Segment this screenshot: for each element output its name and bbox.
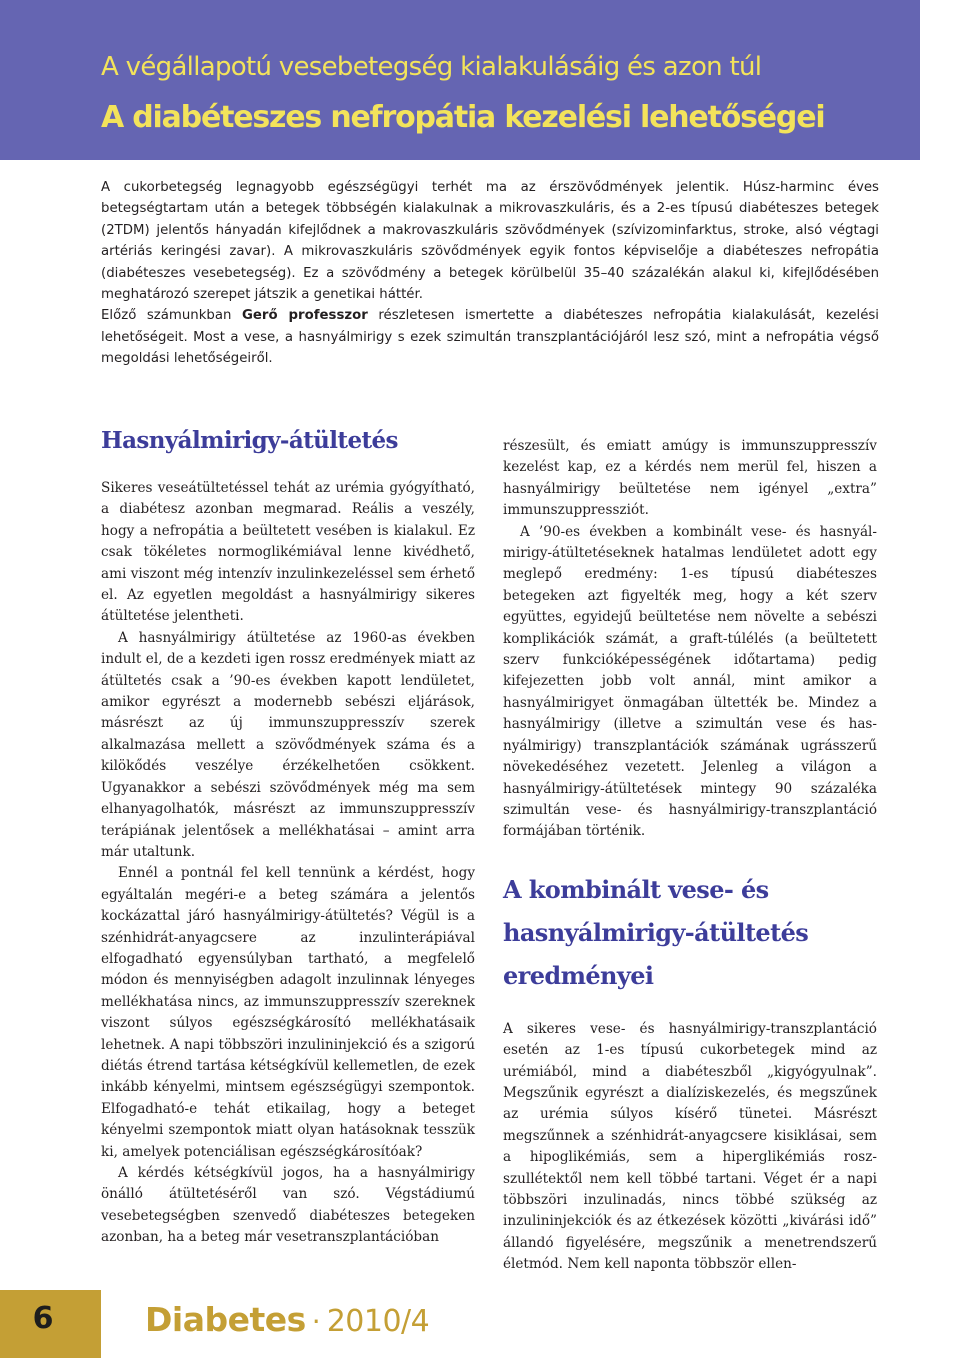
- body-paragraph: részesült, és emiatt amúgy is immunszuppresszív kezelést kap, ez a kérdés nem merül fel, hiszen a hasnyálmirigy beültetése nem igényel „extra” immunszuppressziót.: [503, 438, 877, 519]
- body-paragraph: Sikeres veseátültetéssel tehát az urémia gyógyítható, a diabétesz azonban megmarad. Reális a veszély, hogy a nefropátia a beültetett vesében is kialakul. Ez csak tökéletes normoglikémiával lenne kivédhető, ami viszont még intenzív inzulinkezeléssel sem érhető el. Az egyetlen megoldást a hasnyálmirigy sikeres átültetése jelentheti.: [101, 480, 475, 625]
- body-paragraph: A kérdés kétségkívül jogos, ha a hasnyálmirigy önálló átültetéséről van szó. Végstádiumú vesebetegségben szenvedő diabéteszes betegeken azonban, ha a beteg már vesetranszplantációban: [101, 1165, 475, 1246]
- page-number: 6: [32, 1301, 54, 1336]
- body-paragraph: A hasnyálmirigy átültetése az 1960-as években indult el, de a kezdeti igen rossz eredmények miatt az átültetés csak a ’90-es években kapott lendületet, amikor egyrészt a modernebb sebészi eljárások, másrészt az új immunszuppresszív szerek alkalmazása mellett a szövődmények száma és a kilökődés veszélye érzékelhetően csökkent. Ugyanakkor a sebészi szövődmények még ma sem elhanyagolhatók, másrészt az immunszuppresszív terápiának jelentősek a mellékhatásai – amint arra már utaltunk.: [101, 629, 475, 860]
- author-name: Gerő professzor: [241, 308, 368, 324]
- intro-paragraph: A cukorbetegség legnagyobb egészségügyi terhét ma az érszövődmények jelentik. Húsz-harminc éves betegségtartam után a betegek többségén kialakulnak a mikrovaszkuláris, és a 2-es típusú diabéteszes betegek (2TDM) jelentős hányadán kifejlődnek a makrovaszkuláris szövődmények (szívizominfarktus, stroke, alsó végtagi artériás keringési zavar). A mikrovaszkuláris szövődmények egyik fontos képviselője a diabéteszes nefropátia (diabéteszes vesebetegség). Ez a szövődmény a betegek körülbelül 35–40 százalékán alakul ki, kifejlődésében meghatározó szerepet játszik a genetikai háttér.: [101, 180, 879, 303]
- intro-section: [101, 177, 879, 370]
- body-paragraph: A ’90-es években a kombinált vese- és hasnyálmirigy-átültetéseknek hatalmas lendületet adott egy meglepő eredmény: 1-es típusú diabéteszes betegeken azt figyelték meg, hogy a két szerv együttes, egyidejű beültetése nem növelte a sebészi komplikációk számát, a graft-túlélés (a beültetett szerv funkcióképességének időtartama) pedig kifejezetten jobb volt annál, mint amikor a hasnyálmirigyet önmagában ültették be. Mindez a hasnyálmirigy (illetve a szimultán vese és hasnyálmirigy) transzplantációk számának ugrásszerű növekedéséhez vezetett. Jelenleg a világon a hasnyálmirigy-átültetések mintegy 90 százaléka szimultán vese- és hasnyálmirigy-transzplantáció formájában történik.: [503, 523, 877, 840]
- section-heading: Hasnyálmirigy-átültetés: [101, 427, 398, 454]
- journal-title: [145, 1300, 429, 1339]
- intro-text: részletesen ismertette a diabéteszes nefropátia kialakulását, kezelési lehetőségeit. Most a vese, a hasnyálmirigy s ezek szimultán transzplantációjáról lesz szó, mint a nefropátia végső megoldási lehetőségeiről.: [101, 308, 879, 367]
- page-header: [0, 0, 920, 160]
- header-subtitle: A diabéteszes nefropátia kezelési lehetőségei: [101, 100, 825, 135]
- intro-text: Előző számunkban: [101, 308, 242, 324]
- separator-dot: ·: [311, 1305, 321, 1338]
- body-paragraph: Ennél a pontnál fel kell tennünk a kérdést, hogy egyáltalán megéri-e a beteg számára a jelentős kockázattal járó hasnyálmirigy-átültetés? Végül is a szénhidrát-anyagcsere az inzulinterápiával elfogadható egyensúlyban tartható, a megfelelő módon és mennyiségben adagolt inzulinnak lényeges mellékhatása nincs, az immunszuppresszív szereknek viszont súlyos egészségkárosító mellékhatásaik lehetnek. A napi többszöri inzulininjekció és a szigorú diétás étrend tartása kétségkívül kellemetlen, de ezek inkább kényelmi, mintsem egészségügyi szempontok. Elfogadható-e tehát etikailag, hogy a beteget kényelmi szempontok miatt olyan hatásoknak tesszük ki, amelyek potenciálisan egészségkárosítóak?: [101, 865, 475, 1160]
- intro-paragraph: [101, 305, 879, 369]
- section-heading: A kombinált vese- és hasnyálmirigy-átültetés eredményei: [503, 874, 809, 990]
- header-title: A végállapotú vesebetegség kialakulásáig és azon túl: [101, 52, 762, 82]
- right-column: [503, 436, 877, 1276]
- left-column: [101, 424, 475, 1249]
- journal-name: Diabetes: [145, 1300, 306, 1339]
- journal-issue: 2010/4: [326, 1304, 430, 1339]
- body-paragraph: A sikeres vese- és hasnyálmirigy-transzplantáció esetén az 1-es típusú cukorbetegek mind az urémiából, mind a diabéteszből „kigyógyulnak”. Megszűnik egyrészt a dialíziskezelés, és megszűnek az urémia súlyos kísérő tünetei. Másrészt megszűnnek a szénhidrát-anyagcsere kisiklásai, sem a hipoglikémiás, sem a hiperglikémiás roszszullétektől nem kell többé tartani. Véget ér a napi többszöri inzulinadás, nincs többé szükség az inzulininjekciók és az étkezések közötti „kivárási idő” állandó figyelésére, megszűnik a menetrendszerű életmód. Nem kell naponta többször ellen-: [503, 1020, 877, 1273]
